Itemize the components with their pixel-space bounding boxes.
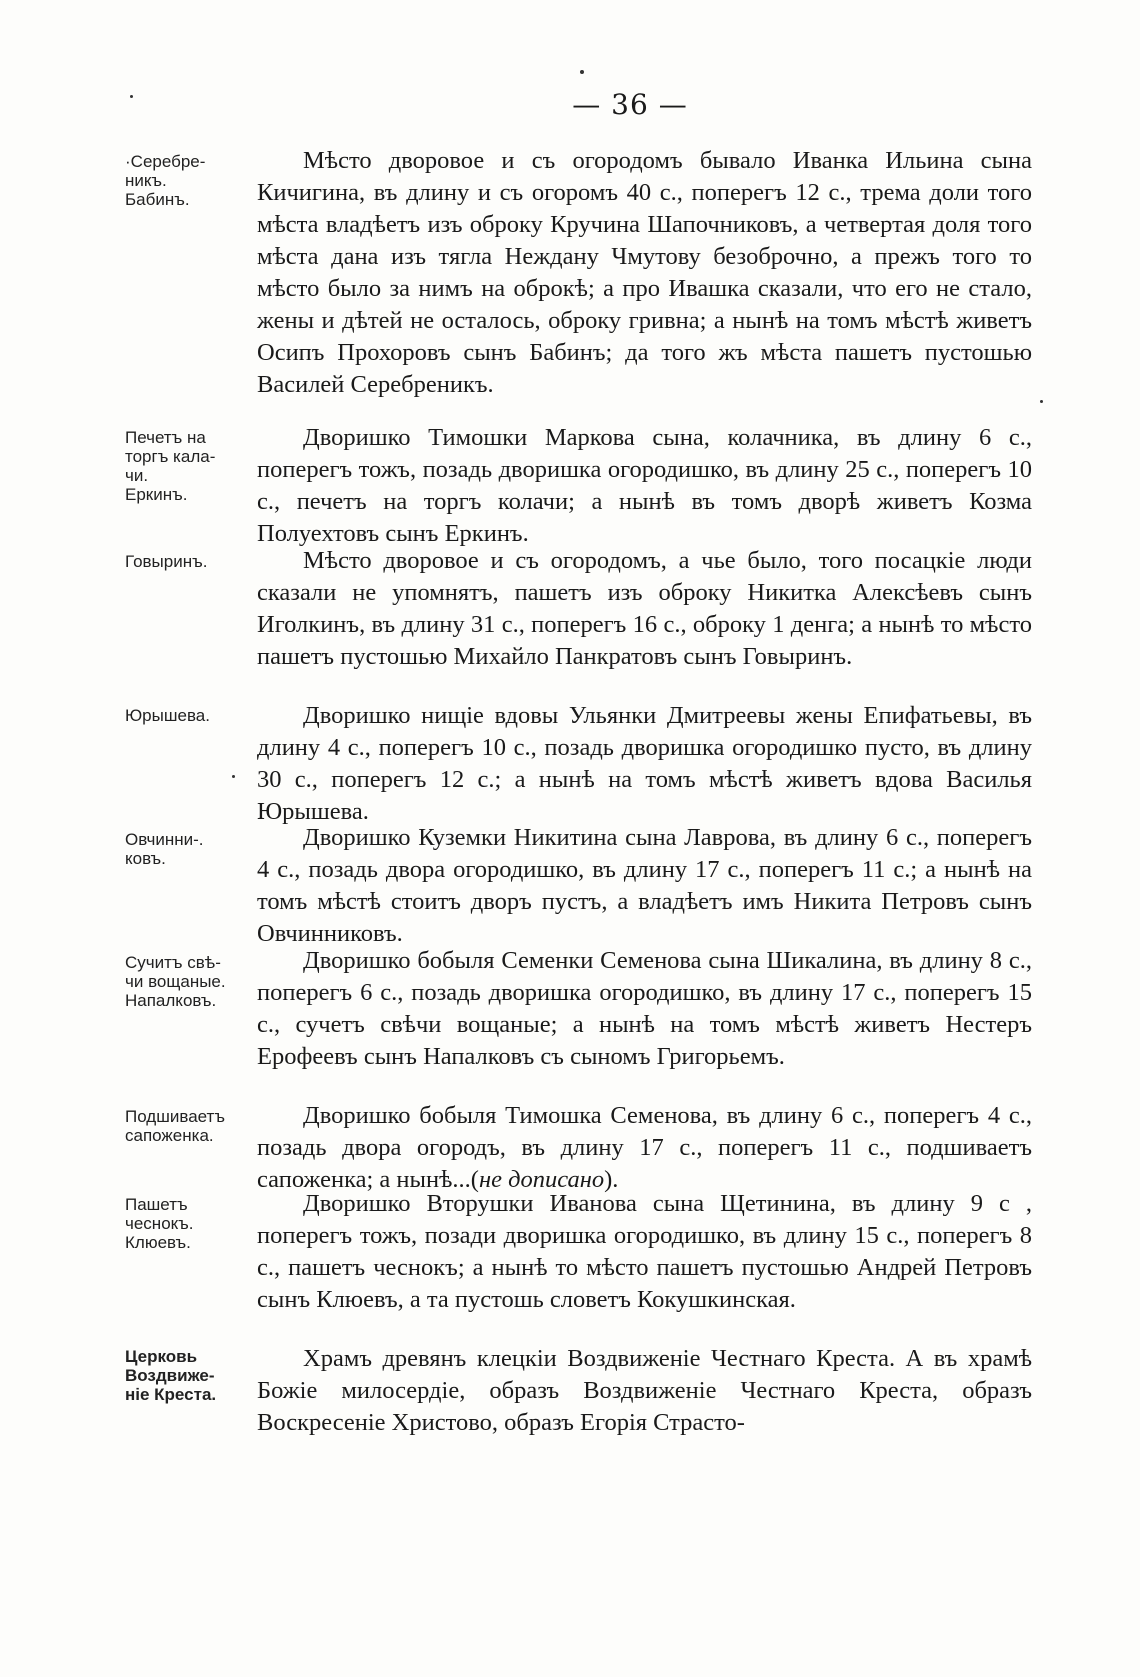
entry-text-tail: ).	[604, 1166, 619, 1193]
scan-speck	[580, 70, 584, 74]
entry-paragraph	[257, 1100, 1032, 1196]
entry-paragraph: Дворишко бобыля Семенки Семенова сына Шикалина, въ длину 8 с., поперегъ 6 с., позадь дворишка огородишко, въ длину 17 с., поперегъ 15 с., сучетъ свѣчи вощаные; а нынѣ на томъ мѣстѣ живетъ Нестеръ Ерофеевъ сынъ Напалковъ съ сыномъ Григорьемъ.	[257, 947, 1032, 1070]
entry-paragraph: Мѣсто дворовое и съ огородомъ бывало Иванка Ильина сына Кичигина, въ длину и съ огоромъ 40 с., поперегъ 12 с., трема доли того мѣста владѣетъ изъ оброку Кручина Шапочниковъ, а четвертая доля того мѣста дана изъ тягла Неждану Чмутову безоброчно, а прежъ того то мѣсто было за нимъ на оброкѣ; а про Ивашка сказали, что его не стало, жены и дѣтей не осталось, оброку гривна; а нынѣ на томъ мѣстѣ живетъ Осипъ Прохоровъ сынъ Бабинъ; да того жъ мѣста пашетъ пустошью Василей Серебреникъ.	[257, 147, 1032, 398]
entry-text: Дворишко бобыля Тимошка Семенова, въ длину 6 с., поперегъ 4 с., позадь двора огородъ, въ длину 17 с., поперегъ 11 с., подшиваетъ сапоженка; а нынѣ...(	[257, 1102, 1032, 1193]
margin-note: Пашетъ чеснокъ. Клюевъ.	[125, 1195, 194, 1252]
margin-note: Печетъ на торгъ кала- чи. Еркинъ.	[125, 428, 216, 504]
margin-note: Сучитъ свѣ- чи вощаные. Напалковъ.	[125, 953, 226, 1010]
margin-note: ·Серебре- никъ. Бабинъ.	[125, 152, 206, 209]
entry-paragraph: Дворишко нищіе вдовы Ульянки Дмитреевы жены Епифатьевы, въ длину 4 с., поперегъ 10 с., позадь дворишка огородишко пусто, въ длину 30 с., поперегъ 12 с.; а нынѣ на томъ мѣстѣ живетъ вдова Василья Юрышева.	[257, 702, 1032, 825]
entry-paragraph: Дворишко Тимошки Маркова сына, колачника, въ длину 6 с., поперегъ тожъ, позадь дворишка огородишко, въ длину 25 с., поперегъ 10 с., печетъ на торгъ колачи; а нынѣ въ томъ дворѣ живетъ Козма Полуехтовъ сынъ Еркинъ.	[257, 424, 1032, 547]
margin-note: Говыринъ.	[125, 552, 208, 571]
editorial-note: не дописано	[478, 1166, 605, 1193]
entry-paragraph: Храмъ древянъ клецкіи Воздвиженіе Честнаго Креста. А въ храмѣ Божіе милосердіе, образъ Воздвиженіе Честнаго Креста, образъ Воскресеніе Христово, образъ Егорія Страсто-	[257, 1345, 1032, 1436]
entry-paragraph: Дворишко Куземки Никитина сына Лаврова, въ длину 6 с., поперегъ 4 с., позадь двора огородишко, въ длину 17 с., поперегъ 11 с.; а нынѣ на томъ мѣстѣ стоитъ дворъ пустъ, а владѣетъ имъ Никита Петровъ сынъ Овчинниковъ.	[257, 824, 1032, 947]
entry-paragraph: Мѣсто дворовое и съ огородомъ, а чье было, того посацкіе люди сказали не упомнятъ, пашетъ изъ оброку Никитка Алексѣевъ сынъ Иголкинъ, въ длину 31 с., поперегъ 16 с., оброку 1 денга; а нынѣ то мѣсто пашетъ пустошью Михайло Панкратовъ сынъ Говыринъ.	[257, 547, 1032, 670]
entry-paragraph: Дворишко Вторушки Иванова сына Щетинина, въ длину 9 с , поперегъ тожъ, позади дворишка огородишко, въ длину 15 с., поперегъ 8 с., пашетъ чеснокъ; а нынѣ то мѣсто пашетъ пустошью Андрей Петровъ сынъ Клюевъ, а та пустошь словетъ Кокушкинская.	[257, 1190, 1032, 1313]
margin-note: Подшиваетъ сапоженка.	[125, 1107, 225, 1145]
margin-note: Церковь Воздвиже- ніе Креста.	[125, 1347, 217, 1404]
scan-speck	[232, 775, 235, 778]
scan-speck	[1040, 400, 1043, 403]
margin-note: Юрышева.	[125, 706, 210, 725]
page-number: — 36 —	[572, 88, 688, 121]
margin-note: Овчинни-. ковъ.	[125, 830, 204, 868]
